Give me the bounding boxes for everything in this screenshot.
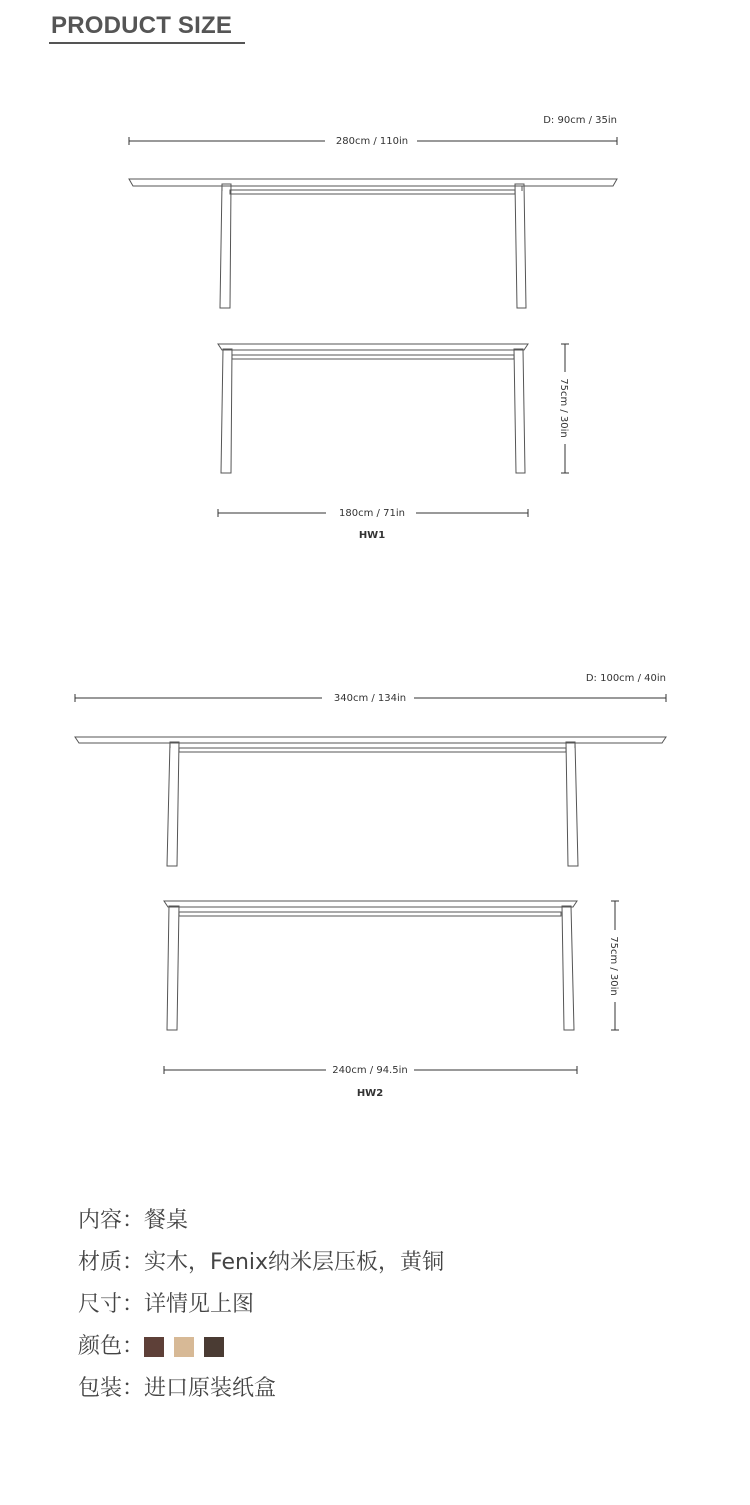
page-heading: PRODUCT SIZE	[51, 12, 233, 39]
hw2-table-long-view	[75, 737, 666, 866]
color-swatch-dark-walnut	[144, 1337, 164, 1357]
hw2-table-short-view	[164, 901, 577, 1030]
hw2-height-label: 75cm / 30in	[608, 936, 619, 996]
spec-packaging	[78, 1368, 444, 1410]
spec-size-text: 尺寸：详情见上图	[78, 1292, 255, 1317]
spec-material-text: 材质：实木，Fenix纳米层压板，黄铜	[78, 1250, 445, 1275]
hw1-short-width-label: 180cm / 71in	[339, 508, 405, 519]
spec-size	[78, 1284, 444, 1326]
color-swatch-light-oak	[174, 1337, 194, 1357]
hw2-model-label: HW2	[356, 1088, 384, 1099]
hw1-table-short-view	[218, 344, 528, 473]
hw2-depth-label: D: 100cm / 40in	[585, 673, 666, 684]
hw1-depth-label: D: 90cm / 35in	[543, 115, 617, 126]
spec-content-text: 内容：餐桌	[78, 1208, 189, 1233]
hw1-model-label: HW1	[358, 530, 386, 541]
spec-list	[78, 1200, 444, 1410]
hw2-short-width-label: 240cm / 94.5in	[332, 1065, 408, 1076]
spec-content	[78, 1200, 444, 1242]
hw1-height-label: 75cm / 30in	[558, 378, 569, 438]
spec-color-text: 颜色：	[78, 1334, 145, 1359]
color-swatch-smoked-oak	[204, 1337, 224, 1357]
spec-packaging-text: 包装：进口原装纸盒	[78, 1376, 277, 1401]
hw2-long-width-label: 340cm / 134in	[333, 693, 407, 704]
spec-material	[78, 1242, 444, 1284]
hw1-table-long-view	[129, 179, 617, 308]
hw1-long-width-label: 280cm / 110in	[335, 136, 409, 147]
spec-color	[78, 1326, 444, 1368]
